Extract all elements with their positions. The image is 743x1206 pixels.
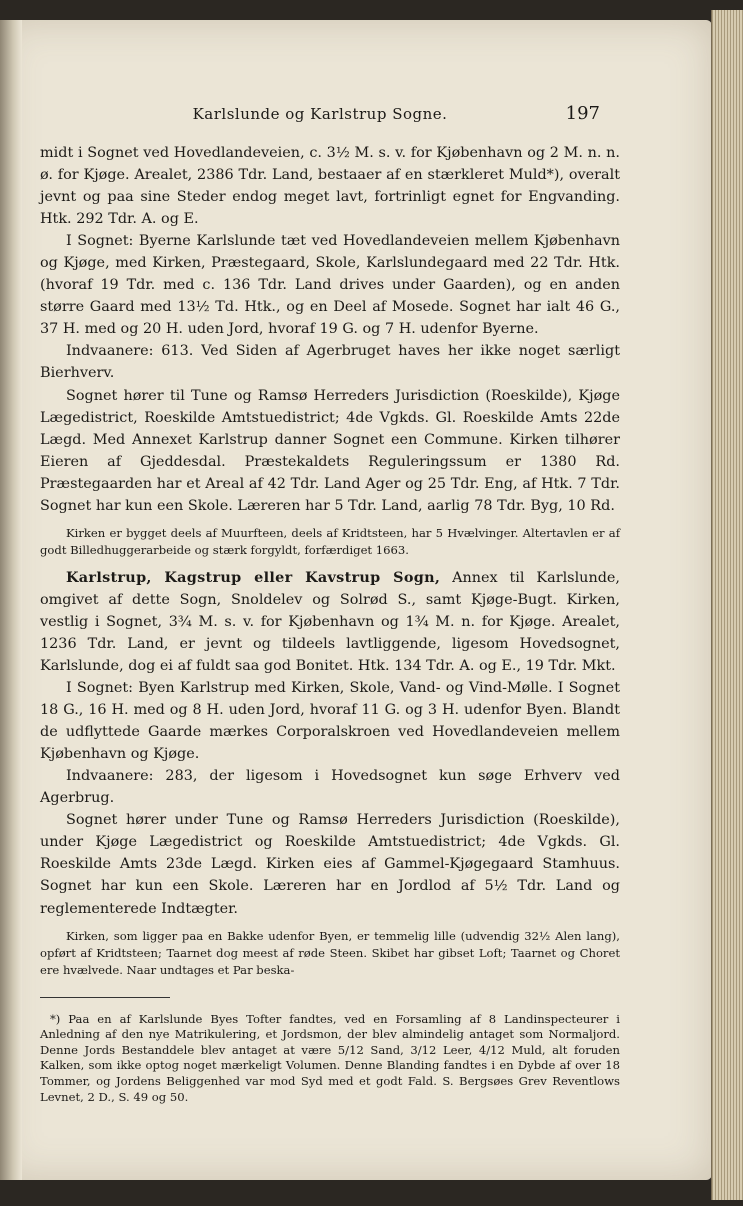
page-number: 197 bbox=[565, 103, 600, 124]
paragraph-karlstrup-jurisdiction: Sognet hører under Tune og Ramsø Herreders Jurisdiction (Roeskilde), under Kjøge Lægedistrict og Roeskilde Amtstuedistrict; 4de Vgkds. Gl. Roeskilde Amts 23de Lægd. Kirken eies af Gammel-Kjøgegaard Stamhuus. Sognet har kun een Skole. Læreren har en Jordlod af 5½ Tdr. Land og reglementerede Indtægter. bbox=[40, 812, 620, 917]
paragraph-karlslunde-villages: I Sognet: Byerne Karlslunde tæt ved Hovedlandeveien mellem Kjøbenhavn og Kjøge, med Kirken, Præstegaard, Skole, Karlslundegaard med 22 Tdr. Htk. (hvoraf 19 Tdr. med c. 136 Tdr. Land drives under Gaarden), og en anden større Gaard med 13½ Td. Htk., og en Deel af Mosede. Sognet har ialt 46 G., 37 H. med og 20 H. uden Jord, hvoraf 19 G. og 7 H. udenfor Byerne. bbox=[40, 233, 620, 338]
paragraph-karlstrup-intro bbox=[40, 567, 620, 677]
running-head: Karlslunde og Karlstrup Sogne. bbox=[192, 105, 448, 123]
page-body bbox=[40, 142, 620, 1105]
footnote-rule bbox=[40, 997, 170, 998]
section-heading-karlstrup: Karlstrup, Kagstrup eller Kavstrup Sogn, bbox=[66, 568, 441, 586]
paragraph-karlstrup-villages: I Sognet: Byen Karlstrup med Kirken, Skole, Vand- og Vind-Mølle. I Sognet 18 G., 16 H. med og 8 H. uden Jord, hvoraf 11 G. og 3 H. udenfor Byen. Blandt de udflyttede Gaarde mærkes Corporalskroen ved Hovedlandeveien mellem Kjøbenhavn og Kjøge. bbox=[40, 680, 620, 763]
footnote: *) Paa en af Karlslunde Byes Tofter fandtes, ved en Forsamling af 8 Landinspecteurer i Anledning af den nye Matrikulering, et Jordsmon, der blev almindelig antaget som Normaljord. Denne Jords Bestanddele blev antaget at være 5/12 Sand, 3/12 Leer, 4/12 Muld, alt foruden Kalken, som ikke optog noget mærkeligt Volumen. Denne Blanding fandtes i en Dybde af over 18 Tommer, og Jordens Beliggenhed var mod Syd med et godt Fald. S. Bergsøes Grev Reventlows Levnet, 2 D., S. 49 og 50. bbox=[40, 1011, 620, 1104]
paragraph-karlslunde-jurisdiction: Sognet hører til Tune og Ramsø Herreders Jurisdiction (Roeskilde), Kjøge Lægedistrict, Roeskilde Amtstuedistrict; 4de Vgkds. Gl. Roeskilde Amts 22de Lægd. Med Annexet Karlstrup danner Sognet een Commune. Kirken tilhører Eieren af Gjeddesdal. Præstekaldets Reguleringssum er 1380 Rd. Præstegaarden har et Areal af 42 Tdr. Land Ager og 25 Tdr. Eng, af Htk. 7 Tdr. Sognet har kun een Skole. Læreren har 5 Tdr. Land, aarlig 78 Tdr. Byg, 10 Rd. bbox=[40, 387, 620, 514]
paragraph-karlstrup-location: Annex til Karlslunde, omgivet af dette Sogn, Snoldelev og Solrød S., samt Kjøge-Bugt. Kirken, vestlig i Sognet, 3¾ M. s. v. for Kjøbenhavn og 1¾ M. n. for Kjøge. Arealet, 1236 Tdr. Land, er jevnt og tildeels lavtliggende, ligesom Hovedsognet, Karlslunde, dog ei af fuldt saa god Bonitet. Htk. 134 Tdr. A. og E., 19 Tdr. Mkt. bbox=[40, 569, 621, 674]
paragraph-karlstrup-inhabitants: Indvaanere: 283, der ligesom i Hovedsognet kun søge Erhverv ved Agerbrug. bbox=[40, 768, 620, 807]
page-edges bbox=[711, 10, 743, 1200]
book-gutter bbox=[0, 20, 22, 1180]
paragraph-karlslunde-location: midt i Sognet ved Hovedlandeveien, c. 3½ M. s. v. for Kjøbenhavn og 2 M. n. n. ø. for Kjøge. Arealet, 2386 Tdr. Land, bestaaer af en stærkleret Muld*), overalt jevnt og paa sine Steder endog meget lavt, fortrinligt egnet for Engvanding. Htk. 292 Tdr. A. og E. bbox=[40, 145, 620, 228]
paragraph-karlslunde-inhabitants: Indvaanere: 613. Ved Siden af Agerbruget haves her ikke noget særligt Bierhverv. bbox=[40, 343, 620, 382]
page-header bbox=[40, 105, 600, 127]
note-karlslunde-church: Kirken er bygget deels af Muurfteen, deels af Kridtsteen, har 5 Hvælvinger. Altertavlen er af godt Billedhuggerarbeide og stærk forgyldt, forfærdiget 1663. bbox=[40, 525, 620, 557]
note-karlstrup-church: Kirken, som ligger paa en Bakke udenfor Byen, er temmelig lille (udvendig 32½ Alen lang), opført af Kridtsteen; Taarnet dog meest af røde Steen. Skibet har gibset Loft; Taarnet og Choret ere hvælvede. Naar undtages et Par beska- bbox=[40, 928, 620, 977]
